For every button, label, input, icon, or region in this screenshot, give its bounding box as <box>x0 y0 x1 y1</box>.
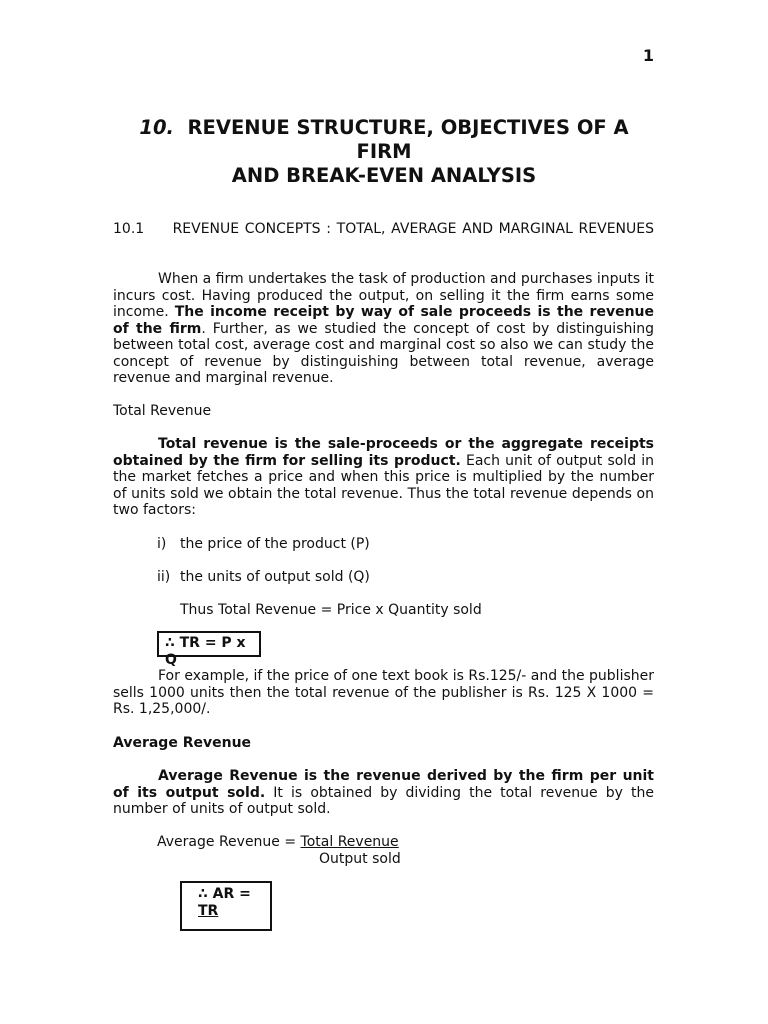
intro-bold: The income receipt by way of sale proceeds is the revenue of the firm <box>113 304 654 337</box>
list-marker: i) <box>157 536 167 552</box>
total-revenue-paragraph <box>113 436 654 519</box>
example-paragraph: For example, if the price of one text book is Rs.125/- and the publisher sells 1000 units then the total revenue of the publisher is Rs. 125 X 1000 = Rs. 1,25,000/. <box>113 668 654 717</box>
page-number: 1 <box>642 46 654 65</box>
chapter-number: 10. <box>139 116 174 139</box>
average-revenue-text: It is obtained by dividing the total revenue by the number of units of output sold. <box>113 784 654 817</box>
chapter-title-line1: REVENUE STRUCTURE, OBJECTIVES OF A FIRM <box>187 116 629 163</box>
list-item-text: the price of the product (P) <box>180 536 370 552</box>
total-revenue-definition: Total revenue is the sale-proceeds or the aggregate receipts obtained by the firm for selling its product. <box>113 436 654 469</box>
average-revenue-heading: Average Revenue <box>113 735 252 751</box>
ar-formula-box <box>180 881 272 931</box>
section-number: 10.1 <box>113 221 145 237</box>
chapter-title <box>113 116 655 188</box>
section-title: REVENUE CONCEPTS : TOTAL, AVERAGE AND MARGINAL REVENUES <box>172 221 654 237</box>
tr-formula-box: ∴ TR = P x Q <box>157 631 261 657</box>
list-item <box>157 536 370 553</box>
list-item <box>157 569 370 586</box>
total-revenue-formula: Thus Total Revenue = Price x Quantity sold <box>180 602 482 618</box>
total-revenue-heading: Total Revenue <box>113 403 212 419</box>
formula-denominator: Output sold <box>319 851 401 867</box>
intro-text-2: . Further, as we studied the concept of cost by distinguishing between total cost, average cost and marginal cost so also we can study the concept of revenue by distinguishing between total revenue, average revenue and marginal revenue. <box>113 320 655 386</box>
total-revenue-text: Each unit of output sold in the market fetches a price and when this price is multiplied by the number of units sold we obtain the total revenue. Thus the total revenue depends on two factors: <box>113 452 655 518</box>
ar-prefix: ∴ AR = <box>198 886 251 902</box>
average-revenue-formula <box>157 834 399 851</box>
section-heading <box>113 221 654 238</box>
intro-paragraph <box>113 271 654 387</box>
average-revenue-definition: Average Revenue is the revenue derived by the firm per unit of its output sold. <box>113 768 654 801</box>
list-item-text: the units of output sold (Q) <box>180 569 370 585</box>
formula-numerator: Total Revenue <box>300 834 399 850</box>
average-revenue-paragraph <box>113 768 654 818</box>
ar-numerator: TR <box>198 902 219 919</box>
list-marker: ii) <box>157 569 171 585</box>
formula-lhs: Average Revenue = <box>157 834 301 850</box>
chapter-title-line2: AND BREAK-EVEN ANALYSIS <box>231 164 537 187</box>
intro-text-1: When a firm undertakes the task of production and purchases inputs it incurs cost. Having produced the output, on selling it the firm earns some income. <box>113 271 654 320</box>
